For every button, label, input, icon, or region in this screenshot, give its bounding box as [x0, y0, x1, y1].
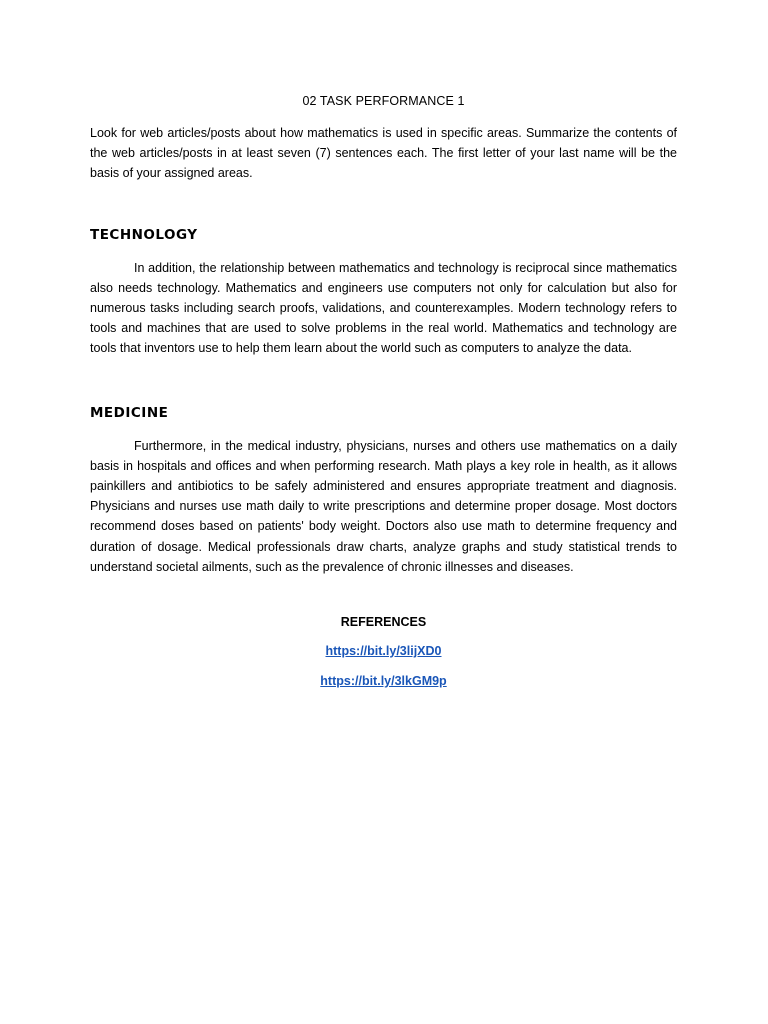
- section-heading-technology: TECHNOLOGY: [90, 226, 198, 243]
- document-page: [90, 93, 677, 703]
- reference-link-1[interactable]: https://bit.ly/3lijXD0: [325, 644, 442, 659]
- section-body-technology: In addition, the relationship between mathematics and technology is reciprocal since mathematics also needs technology. Mathematics and engineers use computers not only for calculation but also for numerous tasks including search proofs, validations, and counterexamples. Modern technology refers to tools and machines that are used to solve problems in the real world. Mathematics and technology are tools that inventors use to help them learn about the world such as computers to analyze the data.: [90, 260, 677, 356]
- reference-link-2[interactable]: https://bit.ly/3lkGM9p: [320, 674, 447, 689]
- references-heading: REFERENCES: [340, 615, 427, 630]
- section-body-medicine: Furthermore, in the medical industry, physicians, nurses and others use mathematics on a daily basis in hospitals and offices and when performing research. Math plays a key role in health, as it allows painkillers and antibiotics to be safely administered and ensures appropriate treatment and diagnosis. Physicians and nurses use math daily to write prescriptions and determine proper dosage. Most doctors recommend doses based on patients' body weight. Doctors also use math to determine frequency and duration of dosage. Medical professionals draw charts, analyze graphs and study statistical trends to understand societal ailments, such as the prevalence of chronic illnesses and diseases.: [90, 438, 677, 574]
- references-section: [90, 614, 677, 689]
- instructions-paragraph: Look for web articles/posts about how mathematics is used in specific areas. Summarize the contents of the web articles/posts in at least seven (7) sentences each. The first letter of your last name will be the basis of your assigned areas.: [90, 126, 677, 181]
- section-heading-medicine: MEDICINE: [90, 404, 169, 421]
- document-title: 02 TASK PERFORMANCE 1: [302, 94, 465, 108]
